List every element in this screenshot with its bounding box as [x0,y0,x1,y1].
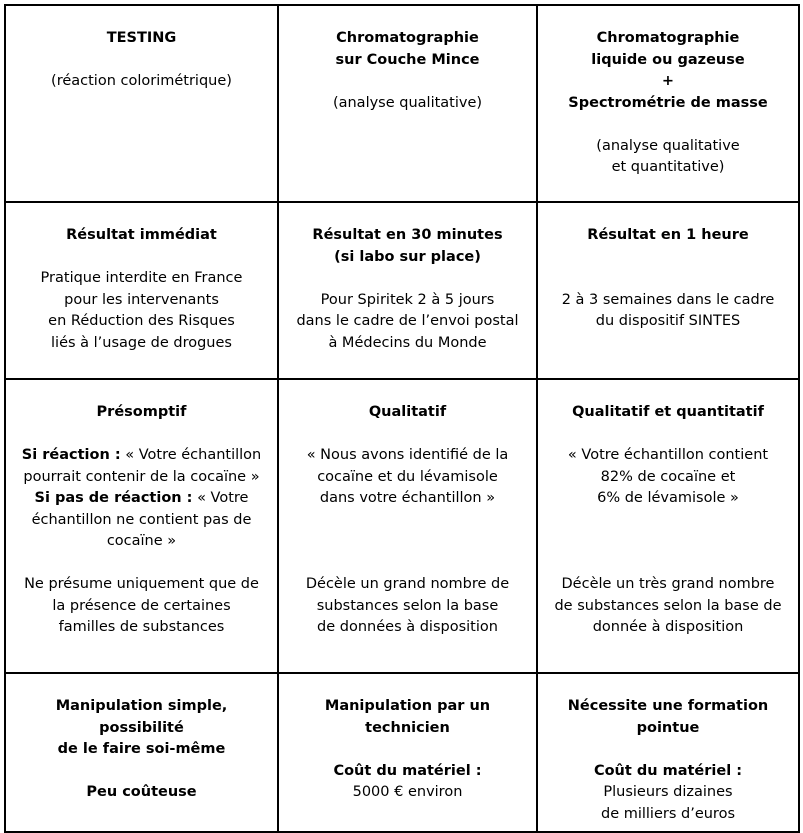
cell-result-time-ccm [278,202,537,379]
cell-result-time-chromato [537,202,799,379]
cell-title: Spectrométrie de masse [568,94,768,111]
cost-label: Peu coûteuse [86,784,197,800]
cell-text: à Médecins du Monde [328,334,487,351]
cell-subtitle: (analyse qualitative) [332,94,483,111]
cost-label: Coût du matériel : [333,762,482,779]
cell-title: Nécessite une formation pointue [567,698,769,736]
cell-analysis-testing [5,379,278,673]
cell-quote: « Nous avons identifié de la [306,447,509,463]
cell-title: Qualitatif et quantitatif [572,404,764,420]
cost-label: Coût du matériel : [593,762,743,779]
cell-title: Résultat en 1 heure [587,227,749,243]
cell-title: TESTING [106,30,177,46]
cell-text: dans le cadre de l’envoi postal [296,313,519,329]
cell-analysis-chromato [537,379,799,673]
cell-text: en Réduction des Risques [48,313,235,329]
cell-text: pourrait contenir de la cocaïne » [23,468,260,485]
cell-title: de le faire soi-même [57,741,226,757]
cell-title: Résultat immédiat [66,227,217,243]
cell-quote: 82% de cocaïne et [600,468,736,485]
cell-text [12,488,271,510]
reaction-text: « Votre échantillon [120,447,262,463]
cell-subtitle: et quantitative) [611,159,725,175]
cost-value: de milliers d’euros [600,805,735,822]
cell-title: (si labo sur place) [334,248,481,265]
cell-quote: « Votre échantillon contient [567,447,769,463]
cell-note: donnée à disposition [592,619,744,635]
cell-subtitle: (analyse qualitative [596,137,740,154]
cell-title: Manipulation par un technicien [324,698,491,736]
cell-title: Présomptif [96,404,187,420]
cell-note: Décèle un très grand nombre [561,576,775,592]
cell-testing-method [5,5,278,202]
cell-note: familles de substances [58,619,225,635]
cell-text [12,445,271,467]
table-row [5,379,799,673]
cell-text: échantillon ne contient pas de [31,511,252,528]
table-row [5,202,799,379]
cell-quote: dans votre échantillon » [319,490,496,506]
table-row [5,673,799,832]
cell-title: sur Couche Mince [335,51,480,68]
comparison-table [4,4,800,833]
cell-handling-ccm [278,673,537,832]
cell-note: de données à disposition [317,619,498,635]
cell-title: Qualitatif [368,404,447,420]
cell-plus: + [661,73,675,89]
cell-quote: 6% de lévamisole » [597,490,739,506]
no-reaction-text: « Votre [192,490,249,506]
reaction-label: Si réaction : [21,447,121,463]
cell-text: cocaïne » [106,533,177,549]
cell-note: de substances selon la base de [554,597,782,614]
cell-text: Pour Spiritek 2 à 5 jours [320,291,495,308]
cell-result-time-testing [5,202,278,379]
cell-text: liés à l’usage de drogues [51,334,232,351]
cell-title: Manipulation simple, possibilité [55,698,228,736]
cell-text: pour les intervenants [64,291,219,308]
cell-title: Résultat en 30 minutes [312,227,503,243]
cell-ccm-method [278,5,537,202]
cell-text: du dispositif SINTES [595,313,741,329]
cell-quote: cocaïne et du lévamisole [317,468,498,485]
cell-chromato-ms-method [537,5,799,202]
cell-handling-chromato [537,673,799,832]
cell-subtitle: (réaction colorimétrique) [51,73,232,89]
cost-value: 5000 € environ [352,784,463,800]
cell-handling-testing [5,673,278,832]
cell-text: 2 à 3 semaines dans le cadre [561,291,775,308]
cost-value: Plusieurs dizaines [603,784,733,800]
cell-analysis-ccm [278,379,537,673]
cell-note: Ne présume uniquement que de [24,576,259,592]
cell-text: Pratique interdite en France [40,270,243,286]
cell-note: Décèle un grand nombre de [305,576,510,592]
table-row [5,5,799,202]
cell-title: Chromatographie [596,30,740,46]
cell-note: substances selon la base [316,597,499,614]
cell-title: liquide ou gazeuse [591,51,745,68]
cell-note: la présence de certaines [52,597,231,614]
cell-title: Chromatographie [336,30,479,46]
no-reaction-label: Si pas de réaction : [34,490,193,506]
